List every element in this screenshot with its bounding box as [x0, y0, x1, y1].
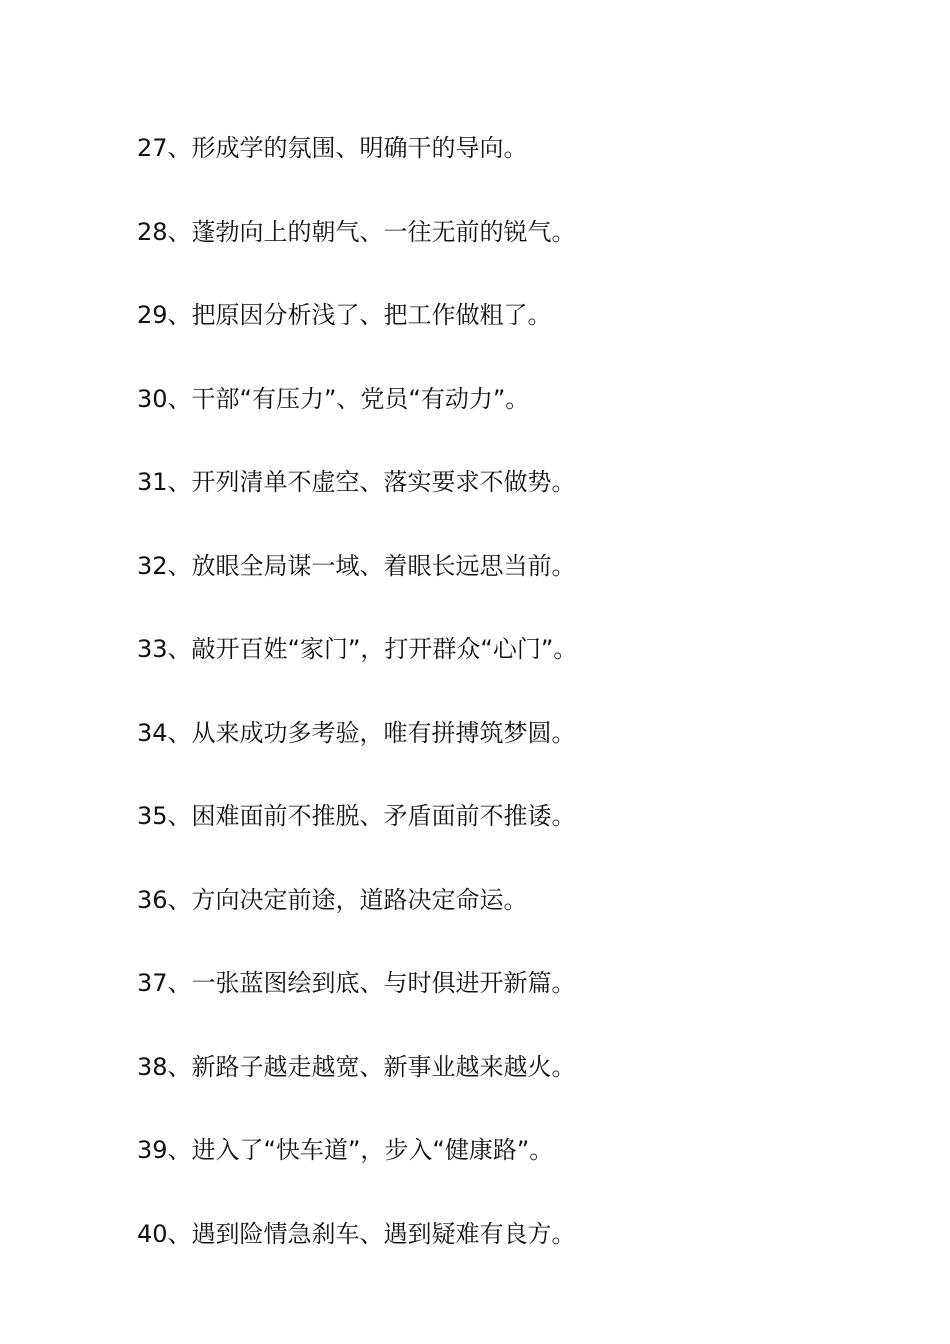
list-item: 37、一张蓝图绘到底、与时俱进开新篇。	[137, 969, 576, 997]
list-item: 36、方向决定前途，道路决定命运。	[137, 885, 528, 914]
list-item: 28、蓬勃向上的朝气、一往无前的锐气。	[137, 217, 576, 246]
list-item: 35、困难面前不推脱、矛盾面前不推诿。	[137, 802, 576, 830]
list-item: 32、放眼全局谋一域、着眼长远思当前。	[137, 551, 576, 580]
numbered-line-list	[137, 128, 897, 1297]
list-item: 31、开列清单不虚空、落实要求不做势。	[137, 468, 576, 496]
list-item: 33、敲开百姓“家门”，打开群众“心门”。	[137, 635, 578, 663]
list-item: 30、干部“有压力”、党员“有动力”。	[137, 384, 530, 413]
list-item: 39、进入了“快车道”，步入“健康路”。	[137, 1136, 554, 1164]
list-item: 34、从来成功多考验，唯有拼搏筑梦圆。	[137, 718, 576, 747]
list-item: 40、遇到险情急刹车、遇到疑难有良方。	[137, 1219, 576, 1248]
list-item: 38、新路子越走越宽、新事业越来越火。	[137, 1052, 576, 1081]
list-item: 27、形成学的氛围、明确干的导向。	[137, 134, 528, 162]
list-item: 29、把原因分析浅了、把工作做粗了。	[137, 301, 552, 329]
